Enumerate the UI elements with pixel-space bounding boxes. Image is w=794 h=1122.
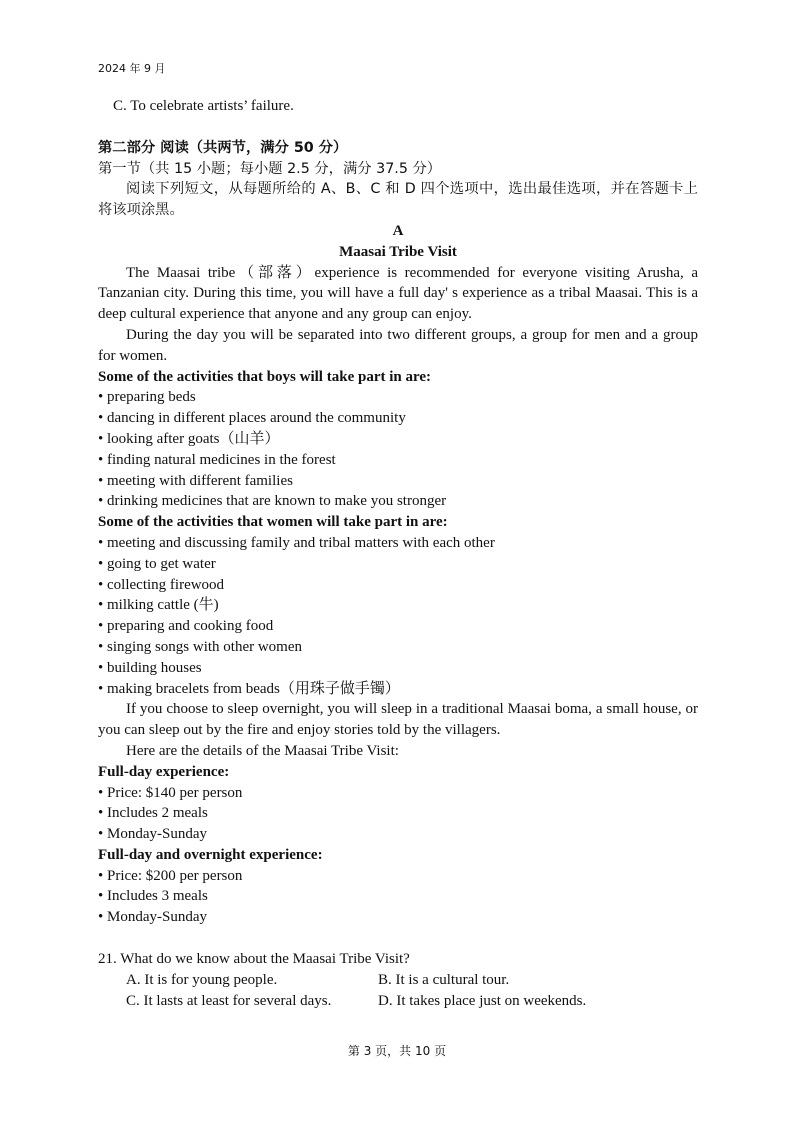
header-date: 2024 年 9 月: [98, 62, 166, 75]
boys-activities-list: [98, 387, 698, 512]
list-item: • finding natural medicines in the forest: [98, 450, 698, 471]
list-item: • looking after goats（山羊）: [98, 429, 698, 450]
passage-letter: A: [392, 222, 404, 239]
question-21-options: [98, 970, 698, 1012]
boys-activities-heading: Some of the activities that boys will take part in are:: [98, 368, 432, 385]
overnight-details: [98, 866, 698, 928]
list-item: • collecting firewood: [98, 575, 698, 596]
list-item: • Monday-Sunday: [98, 907, 698, 928]
previous-question-option: C. To celebrate artists’ failure.: [113, 98, 294, 114]
list-item: • singing songs with other women: [98, 637, 698, 658]
list-item: • Includes 3 meals: [98, 886, 698, 907]
list-item: • preparing and cooking food: [98, 616, 698, 637]
list-item: • Includes 2 meals: [98, 803, 698, 824]
option-d: D. It takes place just on weekends.: [378, 992, 587, 1009]
list-item: • making bracelets from beads（用珠子做手镯）: [98, 679, 698, 700]
full-day-details: [98, 783, 698, 845]
overnight-heading: Full-day and overnight experience:: [98, 846, 323, 863]
list-item: • drinking medicines that are known to make you stronger: [98, 491, 698, 512]
section-one-title: 第一节（共 15 小题；每小题 2.5 分，满分 37.5 分）: [98, 160, 442, 177]
passage-paragraph-4: Here are the details of the Maasai Tribe Visit:: [126, 742, 399, 759]
women-activities-heading: Some of the activities that women will take part in are:: [98, 514, 448, 531]
list-item: • going to get water: [98, 554, 698, 575]
passage-paragraph-2: During the day you will be separated into two different groups, a group for men and a group for women.: [98, 326, 698, 364]
list-item: • meeting with different families: [98, 471, 698, 492]
list-item: • dancing in different places around the community: [98, 408, 698, 429]
option-c: C. It lasts at least for several days.: [126, 992, 332, 1009]
part-two-title: 第二部分 阅读（共两节，满分 50 分）: [98, 139, 348, 156]
list-item: • Monday-Sunday: [98, 824, 698, 845]
page-footer: 第 3 页，共 10 页: [347, 1044, 447, 1058]
question-21-stem: 21. What do we know about the Maasai Tribe Visit?: [98, 951, 410, 968]
passage-paragraph-3: If you choose to sleep overnight, you will sleep in a traditional Maasai boma, a small house, or you can sleep out by the fire and enjoy stories told by the villagers.: [98, 701, 698, 739]
list-item: • Price: $140 per person: [98, 783, 698, 804]
passage-title: Maasai Tribe Visit: [339, 243, 457, 260]
option-a: A. It is for young people.: [126, 971, 278, 988]
reading-instructions: 阅读下列短文，从每题所给的 A、B、C 和 D 四个选项中，选出最佳选项，并在答题卡上将该项涂黑。: [98, 181, 698, 219]
women-activities-list: [98, 533, 698, 699]
option-b: B. It is a cultural tour.: [378, 971, 510, 988]
full-day-heading: Full-day experience:: [98, 763, 230, 780]
list-item: • preparing beds: [98, 387, 698, 408]
list-item: • Price: $200 per person: [98, 866, 698, 887]
list-item: • building houses: [98, 658, 698, 679]
list-item: • milking cattle (牛): [98, 595, 698, 616]
list-item: • meeting and discussing family and tribal matters with each other: [98, 533, 698, 554]
page-content: [98, 96, 698, 1011]
passage-paragraph-1: The Maasai tribe（部落）experience is recommended for everyone visiting Arusha, a Tanzanian city. During this time, you will have a full day' s experience as a tribal Maasai. This is a deep cultural experience that anyone and any group can enjoy.: [98, 264, 698, 323]
